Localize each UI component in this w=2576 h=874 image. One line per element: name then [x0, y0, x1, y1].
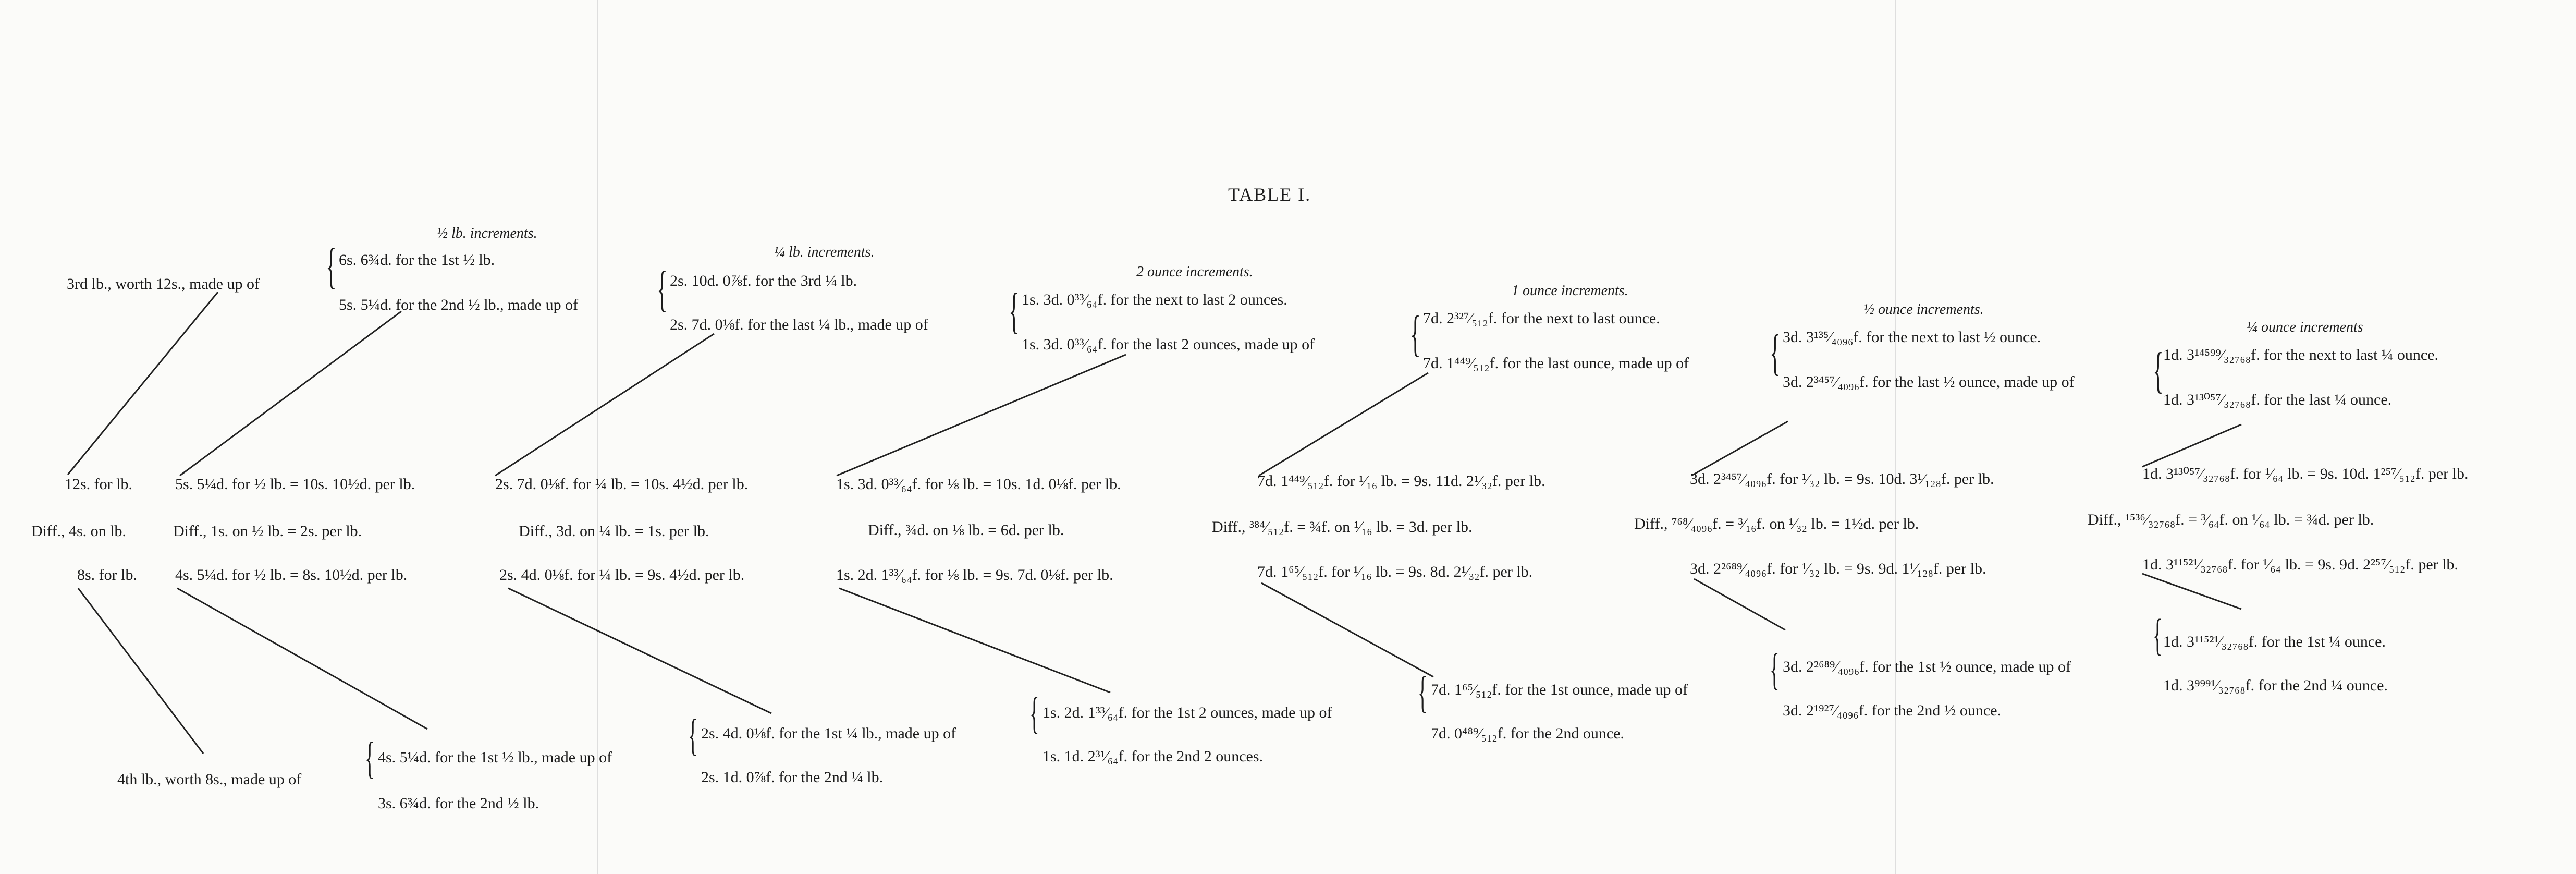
upper-l2-a: 2s. 10d. 0⅞f. for the 3rd ¼ lb. — [670, 272, 857, 289]
row3-col4: 1s. 2d. 1³³⁄₆₄f. for ⅛ lb. = 9s. 7d. 0⅛f. per lb. — [836, 566, 1113, 584]
lower-l5-b: 3d. 2¹⁹²⁷⁄₄₀₉₆f. for the 2nd ½ ounce. — [1783, 702, 2002, 719]
brace-icon: { — [1009, 283, 1020, 338]
heading-half-oz: ½ ounce increments. — [1863, 301, 1984, 318]
connector-line — [839, 588, 1110, 693]
connector-line — [177, 588, 427, 729]
row3-col7: 1d. 3¹¹⁵²¹⁄₃₂₇₆₈f. for ¹⁄₆₄ lb. = 9s. 9d. 2²⁵⁷⁄₅₁₂f. per lb. — [2142, 556, 2458, 573]
heading-half-lb: ½ lb. increments. — [437, 225, 537, 241]
connector-line — [78, 588, 203, 754]
lower-l4-a: 7d. 1⁶⁵⁄₅₁₂f. for the 1st ounce, made up of — [1431, 681, 1688, 698]
lower-l5-a: 3d. 2²⁶⁸⁹⁄₄₀₉₆f. for the 1st ½ ounce, made up of — [1783, 658, 2071, 675]
lower-l3-a: 1s. 2d. 1³³⁄₆₄f. for the 1st 2 ounces, made up of — [1042, 704, 1332, 721]
brace-icon: { — [1770, 644, 1780, 694]
row3-col6: 3d. 2²⁶⁸⁹⁄₄₀₉₆f. for ¹⁄₃₂ lb. = 9s. 9d. 1¹⁄₁₂₈f. per lb. — [1690, 560, 1986, 577]
lower-l6-b: 1d. 3⁹⁹⁹¹⁄₃₂₇₆₈f. for the 2nd ¼ ounce. — [2163, 677, 2388, 694]
row1-col3: 2s. 7d. 0⅛f. for ¼ lb. = 10s. 4½d. per lb. — [495, 476, 749, 493]
upper-l6-b: 1d. 3¹³⁰⁵⁷⁄₃₂₇₆₈f. for the last ¼ ounce. — [2163, 391, 2392, 408]
lower-l3-b: 1s. 1d. 2³¹⁄₆₄f. for the 2nd 2 ounces. — [1042, 748, 1264, 765]
row2-col5: Diff., ³⁸⁴⁄₅₁₂f. = ¾f. on ¹⁄₁₆ lb. = 3d. per lb. — [1212, 518, 1473, 536]
heading-quarter-oz: ¼ ounce increments — [2247, 319, 2363, 335]
row1-col4: 1s. 3d. 0³³⁄₆₄f. for ⅛ lb. = 10s. 1d. 0⅛f. per lb. — [836, 476, 1121, 493]
row2-col2: Diff., 1s. on ½ lb. = 2s. per lb. — [173, 523, 362, 540]
brace-icon: { — [2153, 342, 2164, 398]
heading-quarter-lb: ¼ lb. increments. — [774, 244, 875, 260]
connector-line — [2142, 574, 2241, 609]
row3-col5: 7d. 1⁶⁵⁄₅₁₂f. for ¹⁄₁₆ lb. = 9s. 8d. 2¹⁄₃₂f. per lb. — [1257, 563, 1533, 580]
row1-col7: 1d. 3¹³⁰⁵⁷⁄₃₂₇₆₈f. for ¹⁄₆₄ lb. = 9s. 10d. 1²⁵⁷⁄₅₁₂f. per lb. — [2142, 465, 2469, 482]
lower-l1-a: 4s. 5¼d. for the 1st ½ lb., made up of — [378, 749, 612, 766]
upper-l4-a: 7d. 2³²⁷⁄₅₁₂f. for the next to last ounce. — [1423, 310, 1660, 327]
lower-root-text: 4th lb., worth 8s., made up of — [117, 771, 302, 788]
connector-line — [1259, 373, 1428, 476]
brace-icon: { — [2153, 610, 2163, 660]
upper-l5-a: 3d. 3¹³⁵⁄₄₀₉₆f. for the next to last ½ ounce. — [1783, 329, 2041, 346]
page-title: TABLE I. — [1228, 184, 1311, 205]
lower-l2-a: 2s. 4d. 0⅛f. for the 1st ¼ lb., made up of — [701, 725, 956, 742]
row2-col6: Diff., ⁷⁶⁸⁄₄₀₉₆f. = ³⁄₁₆f. on ¹⁄₃₂ lb. = 1½d. per lb. — [1634, 515, 1919, 532]
connector-line — [1691, 421, 1788, 476]
connector-line — [2142, 424, 2241, 467]
connector-line — [68, 292, 218, 475]
upper-l3-a: 1s. 3d. 0³³⁄₆₄f. for the next to last 2 ounces. — [1022, 291, 1287, 308]
brace-icon: { — [1029, 688, 1039, 738]
row1-col2: 5s. 5¼d. for ½ lb. = 10s. 10½d. per lb. — [175, 476, 415, 493]
heading-one-oz: 1 ounce increments. — [1512, 283, 1628, 299]
lower-l6-a: 1d. 3¹¹⁵²¹⁄₃₂₇₆₈f. for the 1st ¼ ounce. — [2163, 633, 2386, 650]
connector-line — [837, 355, 1126, 476]
upper-l1-b: 5s. 5¼d. for the 2nd ½ lb., made up of — [339, 296, 579, 313]
brace-icon: { — [1410, 306, 1421, 361]
connector-line — [1694, 579, 1785, 630]
lower-l2-b: 2s. 1d. 0⅞f. for the 2nd ¼ lb. — [701, 769, 884, 786]
brace-icon: { — [365, 733, 375, 783]
upper-l5-b: 3d. 2³⁴⁵⁷⁄₄₀₉₆f. for the last ½ ounce, made up of — [1783, 373, 2075, 391]
upper-l2-b: 2s. 7d. 0⅛f. for the last ¼ lb., made up of — [670, 316, 928, 333]
upper-l4-b: 7d. 1⁴⁴⁹⁄₅₁₂f. for the last ounce, made up of — [1423, 355, 1689, 372]
heading-two-oz: 2 ounce increments. — [1136, 264, 1253, 280]
brace-icon: { — [1418, 667, 1428, 717]
brace-icon: { — [657, 261, 668, 317]
row1-col5: 7d. 1⁴⁴⁹⁄₅₁₂f. for ¹⁄₁₆ lb. = 9s. 11d. 2¹⁄₃₂f. per lb. — [1257, 472, 1545, 490]
upper-l3-b: 1s. 3d. 0³³⁄₆₄f. for the last 2 ounces, made up of — [1022, 336, 1315, 353]
row1-col6: 3d. 2³⁴⁵⁷⁄₄₀₉₆f. for ¹⁄₃₂ lb. = 9s. 10d. 3¹⁄₁₂₈f. per lb. — [1690, 470, 1994, 488]
connector-line — [1261, 583, 1433, 677]
upper-root-text: 3rd lb., worth 12s., made up of — [67, 275, 260, 293]
row2-col3: Diff., 3d. on ¼ lb. = 1s. per lb. — [519, 523, 709, 540]
row3-col1: 8s. for lb. — [77, 566, 137, 584]
row3-col2: 4s. 5¼d. for ½ lb. = 8s. 10½d. per lb. — [175, 566, 408, 584]
connector-line — [180, 311, 401, 476]
row3-col3: 2s. 4d. 0⅛f. for ¼ lb. = 9s. 4½d. per lb. — [499, 566, 745, 584]
brace-icon: { — [688, 710, 698, 760]
row1-col1: 12s. for lb. — [65, 476, 132, 493]
connector-line — [508, 588, 771, 713]
upper-l6-a: 1d. 3¹⁴⁵⁹⁹⁄₃₂₇₆₈f. for the next to last ¼ ounce. — [2163, 346, 2439, 363]
connector-line — [495, 334, 714, 476]
lower-l1-b: 3s. 6¾d. for the 2nd ½ lb. — [378, 795, 539, 812]
lower-l4-b: 7d. 0⁴⁸⁹⁄₅₁₂f. for the 2nd ounce. — [1431, 725, 1625, 742]
row2-col4: Diff., ¾d. on ⅛ lb. = 6d. per lb. — [868, 521, 1064, 539]
row2-col1: Diff., 4s. on lb. — [31, 523, 126, 540]
brace-icon: { — [326, 238, 337, 294]
upper-l1-a: 6s. 6¾d. for the 1st ½ lb. — [339, 251, 495, 269]
brace-icon: { — [1770, 324, 1781, 380]
row2-col7: Diff., ¹⁵³⁶⁄₃₂₇₆₈f. = ³⁄₆₄f. on ¹⁄₆₄ lb. = ¾d. per lb. — [2088, 511, 2374, 528]
